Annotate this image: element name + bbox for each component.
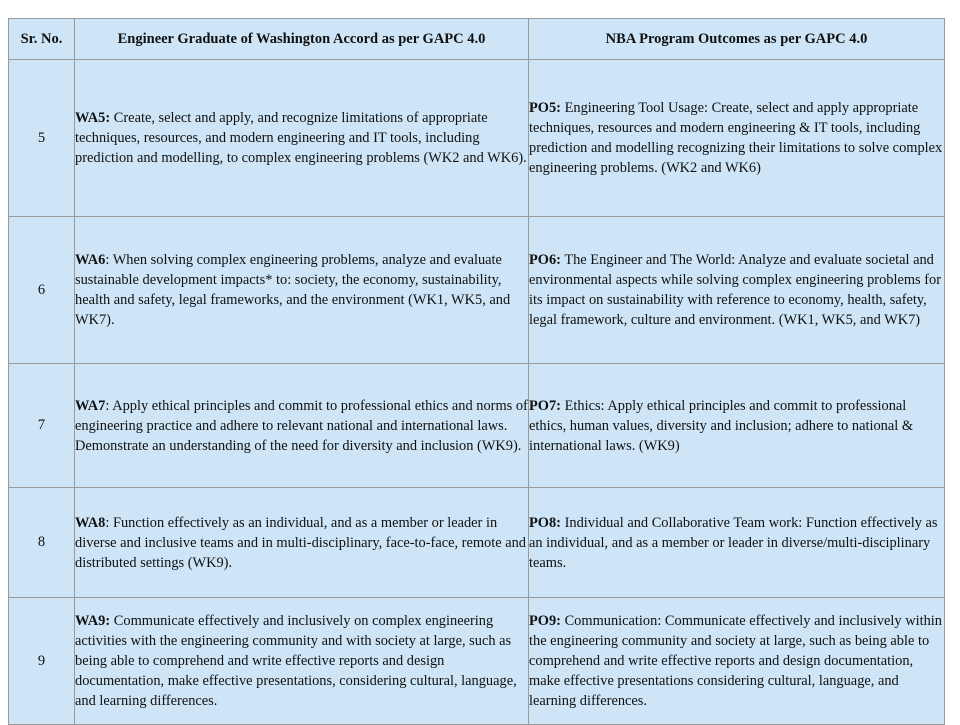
wa-cell (75, 364, 529, 488)
table-row (9, 217, 945, 364)
sr-no-cell: 8 (9, 488, 75, 598)
sr-no-cell: 7 (9, 364, 75, 488)
po-key: PO6: (529, 252, 561, 268)
wa-text: : When solving complex engineering problems, analyze and evaluate sustainable development impacts* to: society, the economy, sustainability, health and safety, legal frameworks, and the environment (WK1, WK5, and WK7). (75, 252, 511, 328)
po-cell (529, 60, 945, 217)
po-cell (529, 364, 945, 488)
po-key: PO8: (529, 514, 561, 531)
po-key: PO5: (529, 100, 561, 116)
po-text: The Engineer and The World: Analyze and evaluate societal and environmental aspects while solving complex engineering problems for its impact on sustainability with reference to economy, health, safety, legal framework, culture and environment. (WK1, WK5, and WK7) (529, 252, 942, 328)
po-key: PO7: (529, 397, 561, 414)
table-row (9, 364, 945, 488)
po-key: PO9: (529, 613, 561, 629)
wa-cell (75, 488, 529, 598)
table-row (9, 598, 945, 725)
wa-key: WA9: (75, 613, 111, 629)
po-cell (529, 488, 945, 598)
po-text: Communication: Communicate effectively and inclusively within the engineering community and society at large, such as being able to comprehend and write effective reports and design documentation, make effective presentations considering cultural, language, and learning differences. (529, 613, 942, 709)
wa-key: WA5: (75, 110, 111, 126)
po-cell (529, 217, 945, 364)
wa-text: : Apply ethical principles and commit to professional ethics and norms of engineering practice and adhere to relevant national and international laws. Demonstrate an understanding of the need for diversity and inclusion (WK9). (75, 397, 528, 454)
table-row (9, 60, 945, 217)
header-row (9, 19, 945, 60)
sr-no-cell: 5 (9, 60, 75, 217)
wa-text: Communicate effectively and inclusively on complex engineering activities with the engineering community and with society at large, such as being able to comprehend and write effective reports and design documentation, make effective presentations, considering cultural, language, and learning differences. (75, 613, 517, 709)
header-sr-no: Sr. No. (9, 19, 75, 60)
sr-no-cell: 6 (9, 217, 75, 364)
wa-cell (75, 60, 529, 217)
po-cell (529, 598, 945, 725)
table-row (9, 488, 945, 598)
wa-key: WA6 (75, 252, 106, 268)
outcomes-table (8, 18, 945, 725)
wa-cell (75, 598, 529, 725)
wa-text: : Function effectively as an individual, and as a member or leader in diverse and inclusive teams and in multi-disciplinary, face-to-face, remote and distributed settings (WK9). (75, 514, 526, 571)
po-text: Individual and Collaborative Team work: Function effectively as an individual, and as a member or leader in diverse/multi-disciplinary teams. (529, 514, 938, 571)
header-nba-program-outcomes: NBA Program Outcomes as per GAPC 4.0 (529, 19, 945, 60)
sr-no-cell: 9 (9, 598, 75, 725)
header-washington-accord: Engineer Graduate of Washington Accord as per GAPC 4.0 (75, 19, 529, 60)
wa-text: Create, select and apply, and recognize limitations of appropriate techniques, resources, and modern engineering and IT tools, including prediction and modelling, to complex engineering problems (WK2 and WK6). (75, 110, 527, 166)
wa-key: WA8 (75, 514, 106, 531)
po-text: Engineering Tool Usage: Create, select and apply appropriate techniques, resources and modern engineering & IT tools, including prediction and modelling recognizing their limitations to solve complex engineering problems. (WK2 and WK6) (529, 100, 943, 176)
wa-cell (75, 217, 529, 364)
wa-key: WA7 (75, 397, 106, 414)
po-text: Ethics: Apply ethical principles and commit to professional ethics, human values, diversity and inclusion; adhere to national & international laws. (WK9) (529, 397, 914, 454)
